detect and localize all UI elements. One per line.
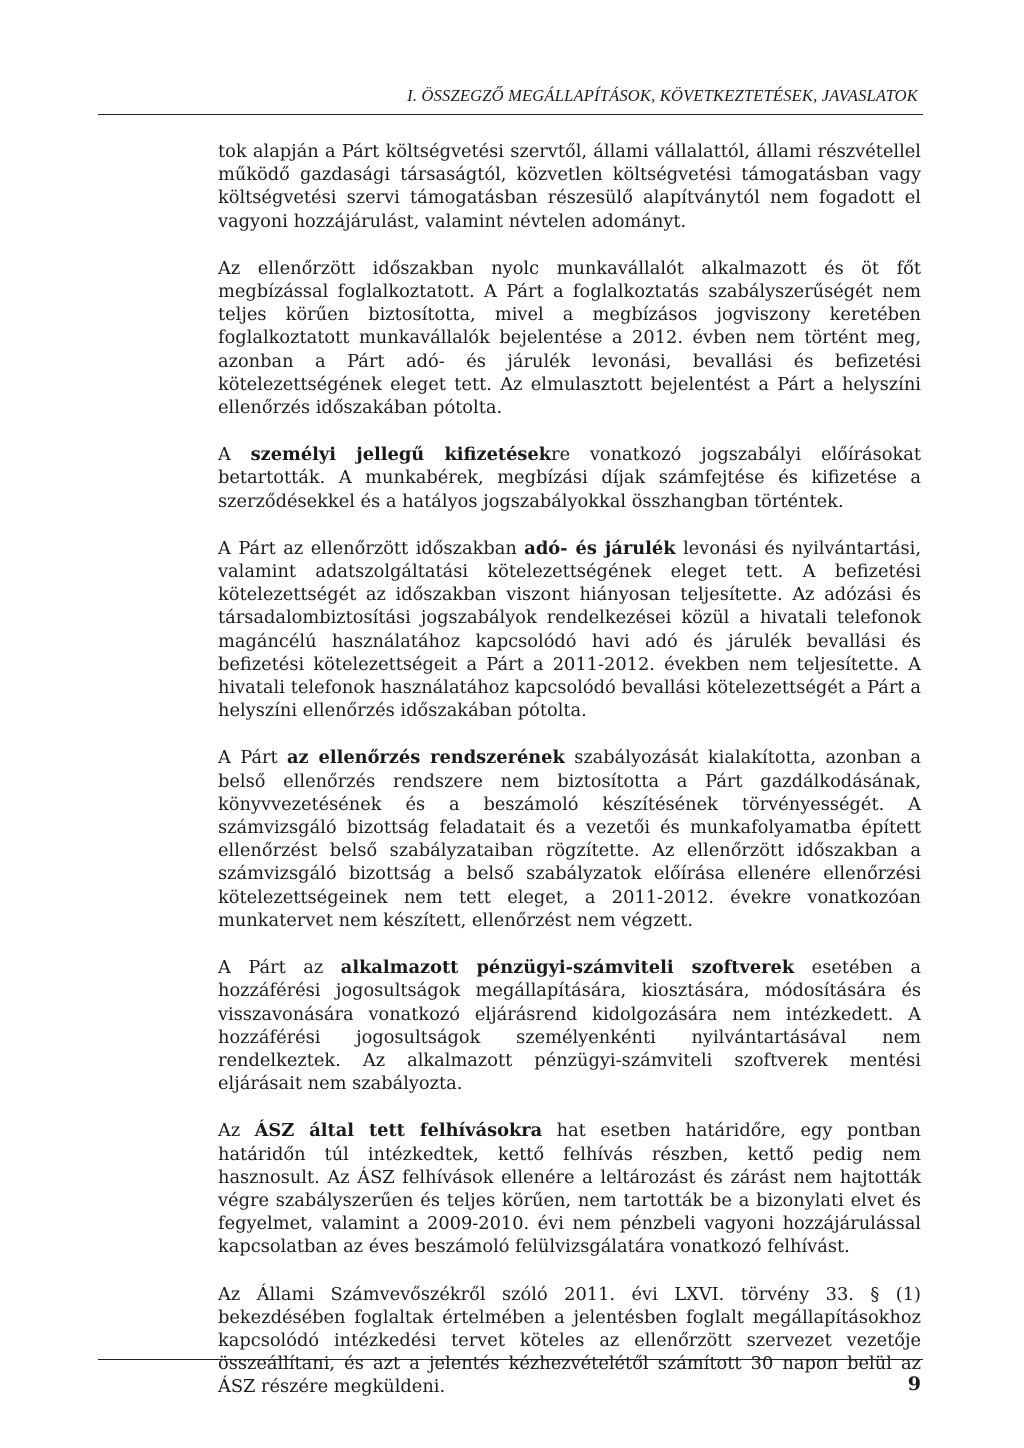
- paragraph-text: re vonatkozó jogszabályi előírásokat betartották. A munkabérek, megbízási díjak számfejtése és kifizetése a szerződésekkel és a hatályos jogszabályokkal összhangban történtek.: [218, 444, 921, 512]
- bold-term: személyi jellegű kifizetések: [250, 444, 552, 466]
- paragraph-text: A Párt az: [218, 957, 341, 979]
- paragraph: [218, 1119, 921, 1258]
- paragraph-text: A Párt: [218, 747, 287, 769]
- paragraph-text: A Párt az ellenőrzött időszakban: [218, 537, 525, 559]
- paragraph-text: tok alapján a Párt költségvetési szervtől, állami vállalattól, állami részvétellel működő gazdasági társaságtól, közvetlen költségvetési támogatásban vagy költségvetési szervi támogatásban részesülő alapítványtól nem fogadott el vagyoni hozzájárulást, valamint névtelen adományt.: [218, 141, 921, 232]
- paragraph-text: hat esetben határidőre, egy pontban határidőn túl intézkedtek, kettő felhívás részben, kettő pedig nem hasznosult. Az ÁSZ felhívások ellenére a leltározást és zárást nem hajtották végre szabályszerűen és teljes körűen, nem tartották be a bizonylati elvet és fegyelmet, valamint a 2009-2010. évi nem pénzbeli vagyoni hozzájárulással kapcsolatban az éves beszámoló felülvizsgálatára vonatkozó felhívást.: [218, 1120, 922, 1258]
- paragraph: [218, 443, 921, 513]
- bold-term: adó- és járulék: [524, 537, 676, 559]
- bold-term: alkalmazott pénzügyi-számviteli szoftverek: [340, 957, 795, 979]
- paragraph-text: Az ellenőrzött időszakban nyolc munkavállalót alkalmazott és öt főt megbízással foglalkoztatott. A Párt a foglalkoztatás szabályszerűségét nem teljes körűen biztosította, mivel a megbízásos jogviszony keretében foglalkoztatott munkavállalók bejelentése a 2012. évben nem történt meg, azonban a Párt adó- és járulék levonási, bevallási és befizetési kötelezettségének eleget tett. Az elmulasztott bejelentést a Párt a helyszíni ellenőrzés időszakában pótolta.: [218, 257, 921, 419]
- running-header: I. ÖSSZEGZŐ MEGÁLLAPÍTÁSOK, KÖVETKEZTETÉSEK, JAVASLATOK: [407, 86, 918, 105]
- paragraph: [218, 956, 921, 1095]
- paragraph-text: Az: [218, 1120, 255, 1142]
- paragraph: [218, 140, 921, 233]
- paragraph: [218, 257, 921, 419]
- paragraph: [218, 746, 921, 932]
- paragraph-text: A: [218, 444, 251, 466]
- footer-rule: [98, 1359, 923, 1360]
- paragraph: [218, 1283, 921, 1399]
- bold-term: az ellenőrzés rendszerének: [286, 747, 565, 769]
- paragraph-text: szabályozását kialakította, azonban a belső ellenőrzés rendszere nem biztosította a Párt gazdálkodásának, könyvvezetésének és a beszámoló készítésének törvényességét. A számvizsgáló bizottság feladatait és a vezetői és munkafolyamatba épített ellenőrzést belső szabályzataiban rögzítette. Az ellenőrzött időszakban a számvizsgáló bizottság a belső szabályzatok előírása ellenére ellenőrzési kötelezettségeinek nem tett eleget, a 2011-2012. évekre vonatkozóan munkatervet nem készített, ellenőrzést nem végzett.: [218, 747, 921, 931]
- paragraph: [218, 537, 921, 723]
- header-rule: [98, 114, 923, 115]
- body-text: [218, 140, 921, 1423]
- page-number: 9: [907, 1373, 921, 1395]
- bold-term: ÁSZ által tett felhívásokra: [254, 1120, 543, 1142]
- paragraph-text: levonási és nyilvántartási, valamint adatszolgáltatási kötelezettségének eleget tett. A befizetési kötelezettségét az időszakban viszont hiányosan teljesítette. Az adózási és társadalombiztosítási jogszabályok rendelkezései közül a hivatali telefonok magáncélú használatához kapcsolódó havi adó és járulék bevallási és befizetési kötelezettségeit a Párt a 2011-2012. években nem teljesítette. A hivatali telefonok használatához kapcsolódó bevallási kötelezettségét a Párt a helyszíni ellenőrzés időszakában pótolta.: [218, 537, 921, 722]
- paragraph-text: Az Állami Számvevőszékről szóló 2011. évi LXVI. törvény 33. § (1) bekezdésében foglaltak értelmében a jelentésben foglalt megállapításokhoz kapcsolódó intézkedési tervet köteles az ellenőrzött szervezet vezetője összeállítani, és azt a jelentés kézhezvételétől számított 30 napon belül az ÁSZ részére megküldeni.: [218, 1283, 921, 1398]
- paragraph-text: esetében a hozzáférési jogosultságok megállapítására, kiosztására, módosítására és visszavonására vonatkozó eljárásrend kidolgozására nem intézkedett. A hozzáférési jogosultságok személyenkénti nyilvántartásával nem rendelkeztek. Az alkalmazott pénzügyi-számviteli szoftverek mentési eljárásait nem szabályozta.: [218, 957, 921, 1095]
